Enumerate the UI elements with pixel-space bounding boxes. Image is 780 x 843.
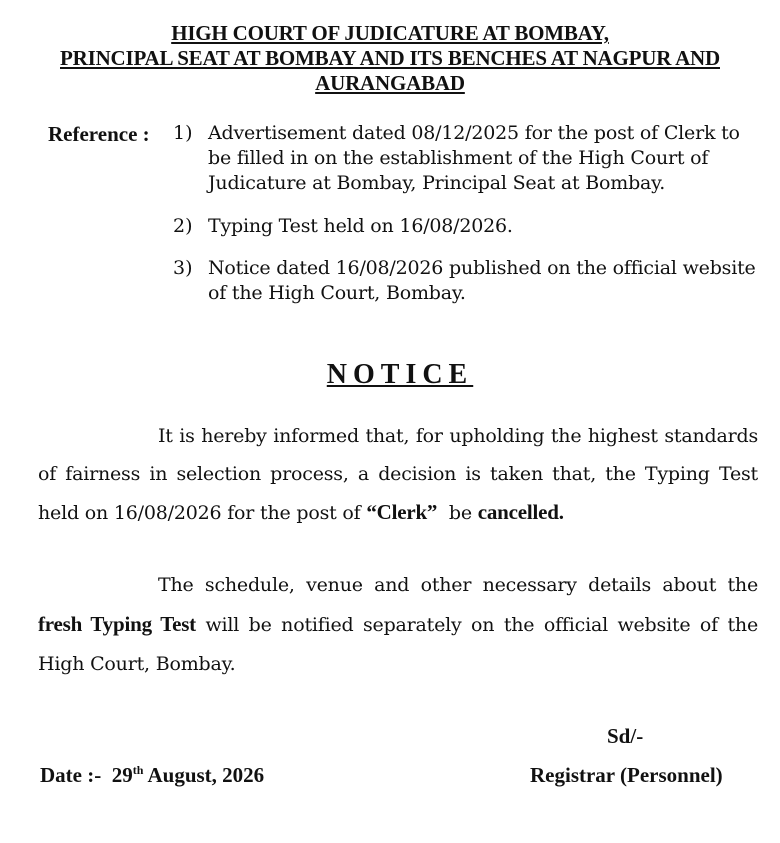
reference-item-1-number: 1): [173, 122, 193, 144]
date-label: Date :-: [40, 763, 102, 787]
court-heading-line-1: HIGH COURT OF JUDICATURE AT BOMBAY,: [171, 21, 609, 45]
reference-label: Reference :: [48, 122, 150, 146]
reference-item-2-number: 2): [173, 215, 193, 237]
cancellation-status: cancelled.: [477, 500, 564, 524]
date-month-year: August, 2026: [143, 763, 265, 787]
paragraph-1-connector: be: [437, 502, 478, 524]
signature-mark: Sd/-: [607, 724, 644, 748]
date-day-suffix: th: [132, 763, 144, 777]
notice-paragraph-2: [38, 566, 758, 684]
notice-paragraph-1: [38, 417, 758, 532]
signatory-designation: Registrar (Personnel): [530, 763, 723, 787]
paragraph-1-text: It is hereby informed that, for upholding the highest standards of fairness in selection process, a decision is taken that, the Typing Test held on 16/08/2026 for the post of: [38, 425, 758, 524]
reference-item-3-text: Notice dated 16/08/2026 published on the official website of the High Court, Bombay.: [208, 257, 756, 304]
reference-item-3-number: 3): [173, 257, 193, 279]
date-day: 29: [111, 763, 133, 787]
court-heading-line-2: PRINCIPAL SEAT AT BOMBAY AND ITS BENCHES AT NAGPUR AND: [60, 46, 720, 70]
post-name: “Clerk”: [366, 500, 438, 524]
notice-title: NOTICE: [326, 359, 474, 390]
reference-item-1-text: Advertisement dated 08/12/2025 for the post of Clerk to be filled in on the establishment of the High Court of Judicature at Bombay, Principal Seat at Bombay.: [208, 122, 740, 194]
notice-date: [40, 761, 264, 789]
paragraph-2-text: The schedule, venue and other necessary details about the: [158, 574, 758, 596]
paragraph-2-text-end: will be notified separately on the official website of the High Court, Bombay.: [38, 614, 759, 675]
court-heading-line-3: AURANGABAD: [315, 71, 465, 95]
reference-item-2-text: Typing Test held on 16/08/2026.: [208, 215, 513, 237]
fresh-typing-test: fresh Typing Test: [38, 612, 196, 636]
